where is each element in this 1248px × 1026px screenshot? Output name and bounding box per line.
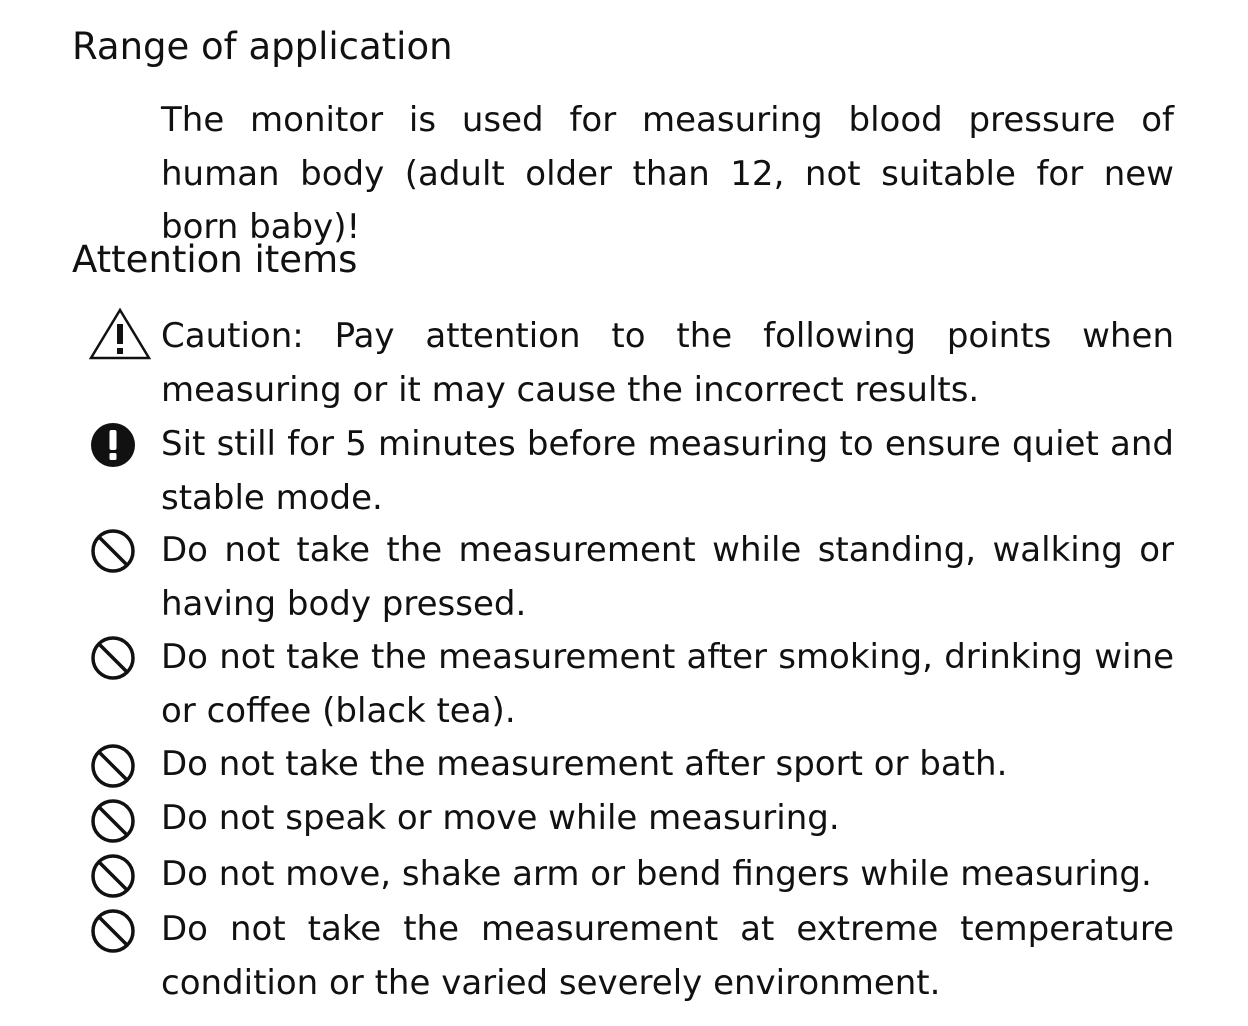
prohibited-icon: [89, 634, 137, 682]
attention-item-sport: Do not take the measurement after sport or bath.: [161, 744, 1008, 784]
attention-item-speak: Do not speak or move while measuring.: [161, 798, 840, 838]
prohibited-icon: [89, 742, 137, 790]
attention-item-smoking: Do not take the measurement after smoking, drinking wine or coffee (black tea).: [161, 637, 1174, 731]
range-of-application-heading: Range of application: [72, 25, 453, 68]
prohibited-icon: [89, 797, 137, 845]
warning-triangle-icon: [88, 307, 152, 361]
attention-item-standing: Do not take the measurement while standing, walking or having body pressed.: [161, 530, 1174, 624]
attention-item-caution: Caution: Pay attention to the following points when measuring or it may cause the incorrect results.: [161, 316, 1174, 410]
prohibited-icon: [89, 907, 137, 955]
attention-item-temperature: Do not take the measurement at extreme temperature condition or the varied severely environment.: [161, 909, 1174, 1003]
attention-item-sit-still: Sit still for 5 minutes before measuring to ensure quiet and stable mode.: [161, 424, 1174, 518]
attention-items-heading: Attention items: [72, 238, 358, 281]
attention-item-shake-arm: Do not move, shake arm or bend fingers while measuring.: [161, 854, 1152, 894]
range-of-application-text: The monitor is used for measuring blood pressure of human body (adult older than 12, not suitable for new born baby)!: [161, 100, 1174, 247]
exclamation-circle-icon: [89, 421, 137, 469]
prohibited-icon: [89, 527, 137, 575]
prohibited-icon: [89, 852, 137, 900]
